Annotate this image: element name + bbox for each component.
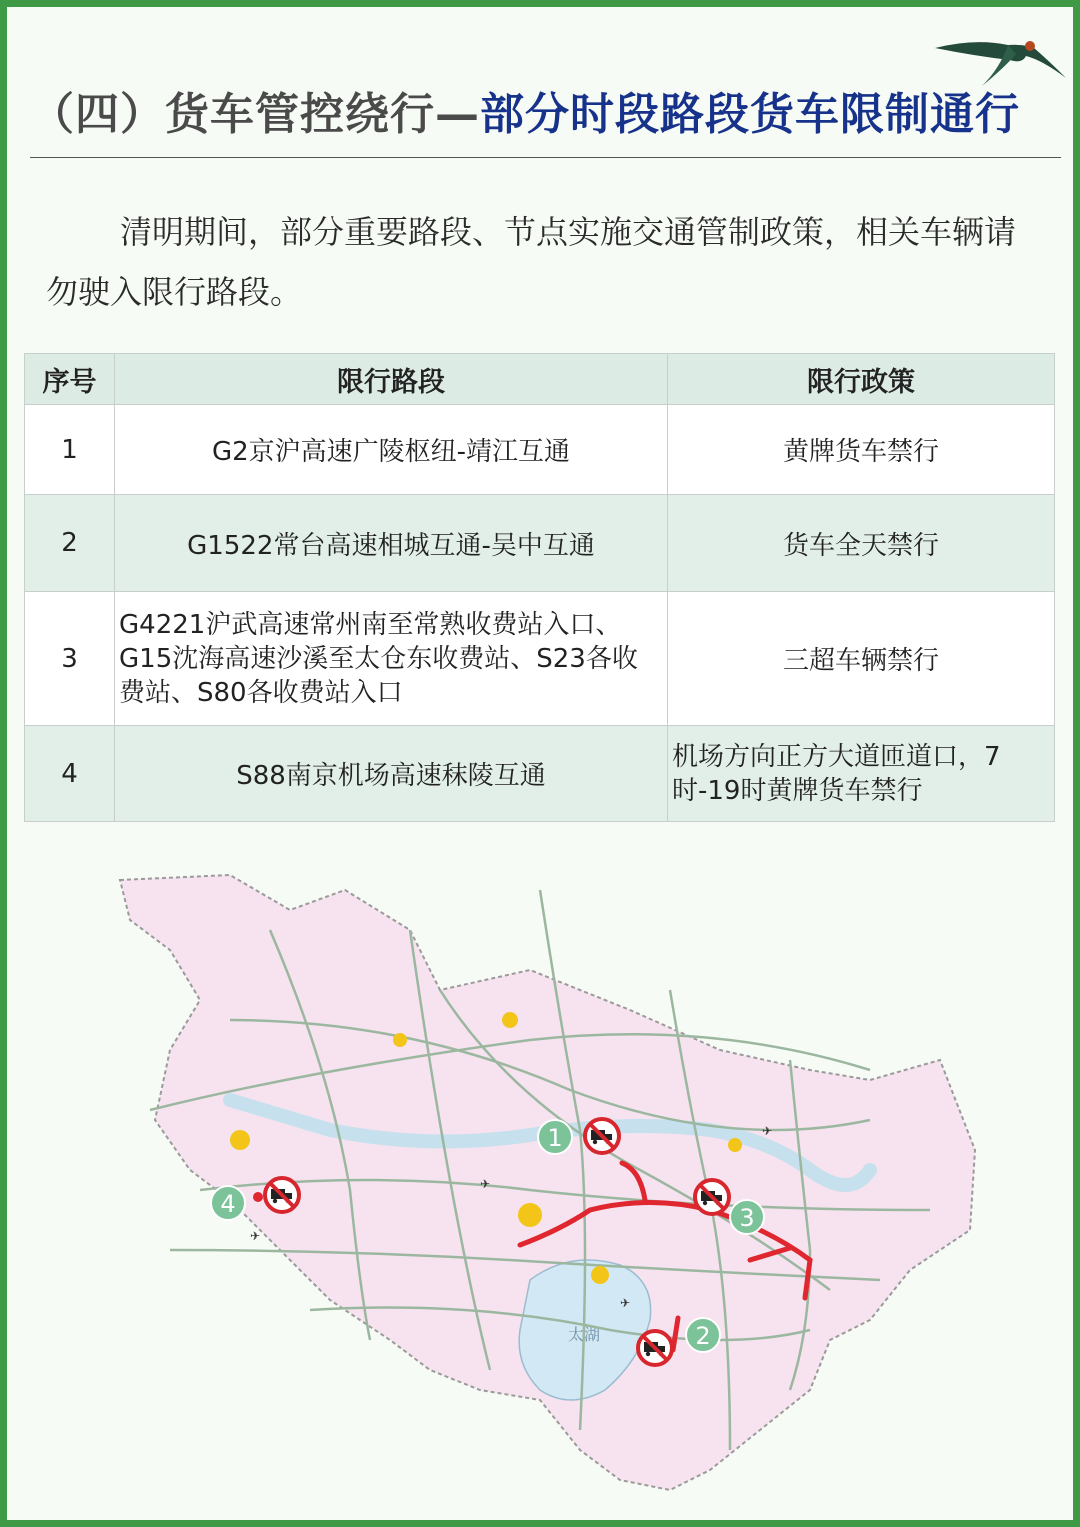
cell-policy: 黄牌货车禁行 (668, 405, 1055, 495)
header-section: 限行路段 (115, 354, 668, 405)
cell-section: G2京沪高速广陵枢纽-靖江互通 (115, 405, 668, 495)
table-row (25, 592, 1055, 726)
table-header-row (25, 354, 1055, 405)
restriction-table (24, 353, 1055, 822)
title-prefix: （四）货车管控绕行— (30, 89, 480, 140)
no-truck-icon (585, 1119, 619, 1153)
title-divider (30, 157, 1061, 158)
cell-section: G4221沪武高速常州南至常熟收费站入口、G15沈海高速沙溪至太仓东收费站、S23各收费站、S80各收费站入口 (115, 592, 668, 726)
table-row (25, 726, 1055, 822)
cell-no: 3 (25, 592, 115, 726)
restriction-map (110, 870, 990, 1510)
page-title (30, 78, 1020, 142)
svg-text:3: 3 (739, 1204, 755, 1232)
cell-policy: 三超车辆禁行 (668, 592, 1055, 726)
table-row (25, 405, 1055, 495)
cell-no: 2 (25, 495, 115, 592)
cell-policy: 机场方向正方大道匝道口，7时-19时黄牌货车禁行 (668, 726, 1055, 822)
header-policy: 限行政策 (668, 354, 1055, 405)
svg-text:4: 4 (220, 1190, 236, 1218)
intro-paragraph: 清明期间，部分重要路段、节点实施交通管制政策，相关车辆请勿驶入限行路段。 (46, 213, 1017, 311)
cell-policy: 货车全天禁行 (668, 495, 1055, 592)
header-no: 序号 (25, 354, 115, 405)
no-truck-icon (695, 1180, 729, 1214)
svg-text:✈: ✈ (620, 1296, 631, 1310)
cell-no: 4 (25, 726, 115, 822)
lake-label: 太湖 (568, 1325, 601, 1344)
cell-section: G1522常台高速相城互通-吴中互通 (115, 495, 668, 592)
svg-text:1: 1 (547, 1124, 563, 1152)
svg-text:✈: ✈ (250, 1229, 261, 1243)
svg-text:✈: ✈ (480, 1177, 491, 1191)
table-row (25, 495, 1055, 592)
svg-text:✈: ✈ (762, 1124, 773, 1138)
no-truck-icon (638, 1331, 672, 1365)
no-truck-icon (265, 1178, 299, 1212)
cell-section: S88南京机场高速秣陵互通 (115, 726, 668, 822)
svg-text:2: 2 (695, 1322, 711, 1350)
title-highlight: 部分时段路段货车限制通行 (480, 89, 1020, 140)
cell-no: 1 (25, 405, 115, 495)
